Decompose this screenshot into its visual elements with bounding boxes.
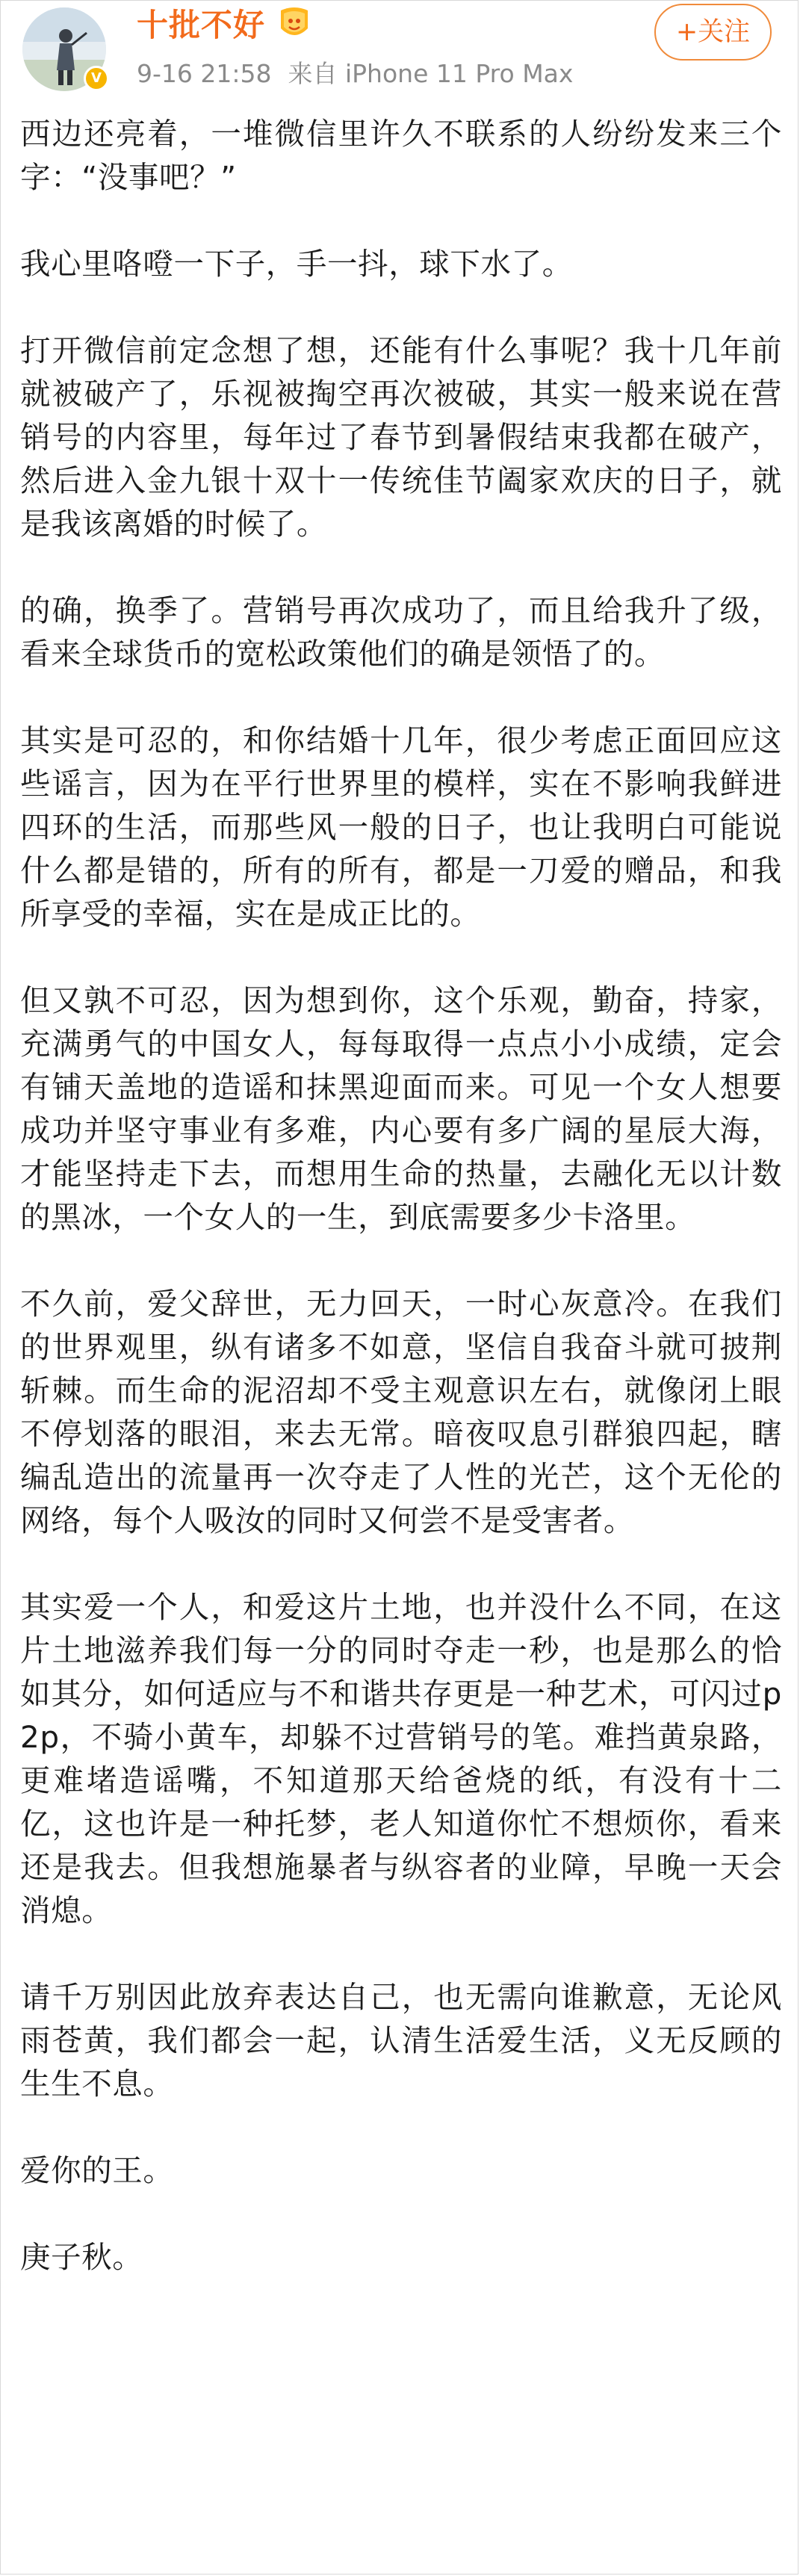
verified-v-icon: V xyxy=(84,66,109,91)
post-source: 来自 iPhone 11 Pro Max xyxy=(288,59,574,88)
post-paragraph: 的确，换季了。营销号再次成功了，而且给我升了级，看来全球货币的宽松政策他们的确是领悟了的。 xyxy=(20,592,782,672)
post-paragraph: 请千万别因此放弃表达自己，也无需向谁歉意，无论风雨苍黄，我们都会一起，认清生活爱生活，义无反顾的生生不息。 xyxy=(20,1979,782,2102)
post-paragraph: 我心里咯噔一下子，手一抖，球下水了。 xyxy=(20,246,573,282)
vip-level-icon[interactable] xyxy=(278,6,311,40)
post-paragraph: 打开微信前定念想了想，还能有什么事呢？我十几年前就被破产了，乐视被掏空再次被破，其实一般来说在营销号的内容里，每年过了春节到暑假结束我都在破产，然后进入金九银十双十一传统佳节阖家欢庆的日子，就是我该离婚的时候了。 xyxy=(20,332,782,542)
post-paragraph: 不久前，爱父辞世，无力回天，一时心灰意冷。在我们的世界观里，纵有诸多不如意，坚信自我奋斗就可披荆斩棘。而生命的泥沼却不受主观意识左右，就像闭上眼不停划落的眼泪，来去无常。暗夜叹息引群狼四起，瞎编乱造出的流量再一次夺走了人性的光芒，这个无伦的网络，每个人吸汝的同时又何尝不是受害者。 xyxy=(20,1286,782,1538)
post-paragraph: 其实是可忍的，和你结婚十几年，很少考虑正面回应这些谣言，因为在平行世界里的模样，实在不影响我鲜进四环的生活，而那些风一般的日子，也让我明白可能说什么都是错的，所有的所有，都是一刀爱的赠品，和我所享受的幸福，实在是成正比的。 xyxy=(20,722,782,932)
username[interactable]: 十批不好 xyxy=(137,7,266,43)
post-paragraph: 但又孰不可忍，因为想到你，这个乐观，勤奋，持家，充满勇气的中国女人，每每取得一点点小小成绩，定会有铺天盖地的造谣和抹黑迎面而来。可见一个女人想要成功并坚守事业有多难，内心要有多广阔的星辰大海，才能坚持走下去，而想用生命的热量，去融化无以计数的黑冰，一个女人的一生，到底需要多少卡洛里。 xyxy=(20,982,782,1235)
post-date-line: 庚子秋。 xyxy=(20,2239,143,2275)
post-header xyxy=(0,0,800,112)
post-content xyxy=(20,112,782,2279)
post-paragraph: 西边还亮着，一堆微信里许久不联系的人纷纷发来三个字：“没事吧？” xyxy=(20,116,782,195)
post-meta xyxy=(137,58,589,90)
post-signature: 爱你的王。 xyxy=(20,2152,174,2188)
follow-button[interactable]: +关注 xyxy=(654,4,772,61)
post-paragraph: 其实爱一个人，和爱这片土地，也并没什么不同，在这片土地滋养我们每一分的同时夺走一秒，也是那么的恰如其分，如何适应与不和谐共存更是一种艺术，可闪过p2p，不骑小黄车，却躲不过营销号的笔。难挡黄泉路，更难堵造谣嘴，不知道那天给爸烧的纸，有没有十二亿，这也许是一种托梦，老人知道你忙不想烦你，看来还是我去。但我想施暴者与纵容者的业障，早晚一天会消熄。 xyxy=(20,1589,782,1928)
post-time: 9-16 21:58 xyxy=(137,59,272,88)
